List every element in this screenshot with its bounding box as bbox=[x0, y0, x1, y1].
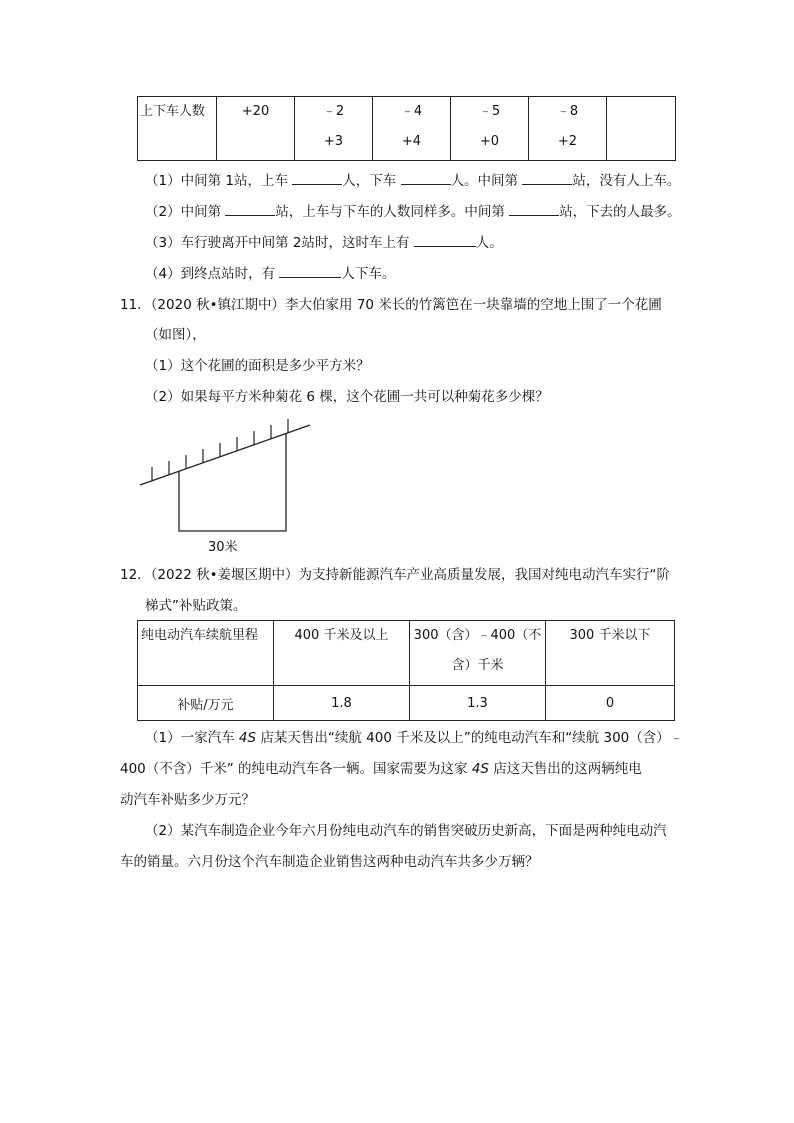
passenger-table-header: 上下车人数 bbox=[138, 97, 217, 161]
question-10-part-4: （4）到终点站时，有 人下车。 bbox=[145, 263, 395, 284]
answer-blank[interactable] bbox=[225, 201, 275, 216]
fence-outline bbox=[179, 433, 286, 531]
answer-blank[interactable] bbox=[401, 170, 451, 185]
question-12-part-1-line-3: 动汽车补贴多少万元？ bbox=[120, 792, 255, 808]
question-12-part-2-line-1: （2）某汽车制造企业今年六月份纯电动汽车的销售突破历史新高，下面是两种纯电动汽 bbox=[145, 823, 667, 839]
wall-line bbox=[140, 425, 310, 485]
table-cell bbox=[607, 97, 676, 161]
table-cell: ﹣8 +2 bbox=[529, 97, 607, 161]
table-cell: ﹣5 +0 bbox=[451, 97, 529, 161]
answer-blank[interactable] bbox=[522, 170, 572, 185]
subsidy-table-header-below-300: 300 千米以下 bbox=[546, 621, 675, 686]
wall-hatching bbox=[152, 419, 288, 481]
answer-blank[interactable] bbox=[414, 232, 476, 247]
question-10-part-2: （2）中间第 站，上车与下车的人数同样多。中间第 站，下去的人最多。 bbox=[145, 201, 681, 222]
answer-blank[interactable] bbox=[509, 201, 559, 216]
question-12-part-2-line-2: 车的销量。六月份这个汽车制造企业销售这两种电动汽车共多少万辆？ bbox=[120, 854, 539, 870]
table-cell: +20 bbox=[217, 97, 295, 161]
question-10-part-3: （3）车行驶离开中间第 2站时，这时车上有 人。 bbox=[145, 232, 503, 253]
subsidy-table-row-label: 补贴/万元 bbox=[138, 686, 274, 721]
answer-blank[interactable] bbox=[292, 170, 342, 185]
subsidy-table-header-300-400: 300（含）﹣400（不 含）千米 bbox=[410, 621, 546, 686]
subsidy-value: 1.8 bbox=[274, 686, 410, 721]
table-cell: ﹣2 +3 bbox=[295, 97, 373, 161]
garden-figure bbox=[135, 410, 325, 560]
question-11-stem-line-2: （如图）， bbox=[145, 327, 206, 343]
question-11-stem-line-1: 11．（2020 秋•镇江期中）李大伯家用 70 米长的竹篱笆在一块靠墙的空地上围了一个花圃 bbox=[120, 297, 662, 313]
bottom-length-label: 30米 bbox=[208, 540, 238, 555]
table-cell: ﹣4 +4 bbox=[373, 97, 451, 161]
subsidy-value: 1.3 bbox=[410, 686, 546, 721]
subsidy-table-header-400-plus: 400 千米及以上 bbox=[274, 621, 410, 686]
subsidy-table-header-range: 纯电动汽车续航里程 bbox=[138, 621, 274, 686]
question-12-part-1-line-2: 400（不含）千米” 的纯电动汽车各一辆。国家需要为这家 4S 店这天售出的这两辆纯电 bbox=[120, 761, 642, 777]
subsidy-value: 0 bbox=[546, 686, 675, 721]
question-11-part-1: （1）这个花圃的面积是多少平方米？ bbox=[145, 358, 370, 374]
question-12-stem-line-1: 12．（2022 秋•姜堰区期中）为支持新能源汽车产业高质量发展，我国对纯电动汽车实行“阶 bbox=[120, 567, 671, 583]
question-10-part-1: （1）中间第 1站，上车 人，下车 人。中间第 站，没有人上车。 bbox=[145, 170, 680, 191]
question-11-part-2: （2）如果每平方米种菊花 6 棵，这个花圃一共可以种菊花多少棵？ bbox=[145, 389, 549, 405]
answer-blank[interactable] bbox=[279, 263, 341, 278]
subsidy-table bbox=[137, 620, 675, 721]
passenger-table bbox=[137, 96, 676, 161]
question-12-stem-line-2: 梯式”补贴政策。 bbox=[145, 598, 247, 614]
question-12-part-1-line-1: （1）一家汽车 4S 店某天售出“续航 400 千米及以上”的纯电动汽车和“续航 300（含）﹣ bbox=[145, 730, 684, 746]
